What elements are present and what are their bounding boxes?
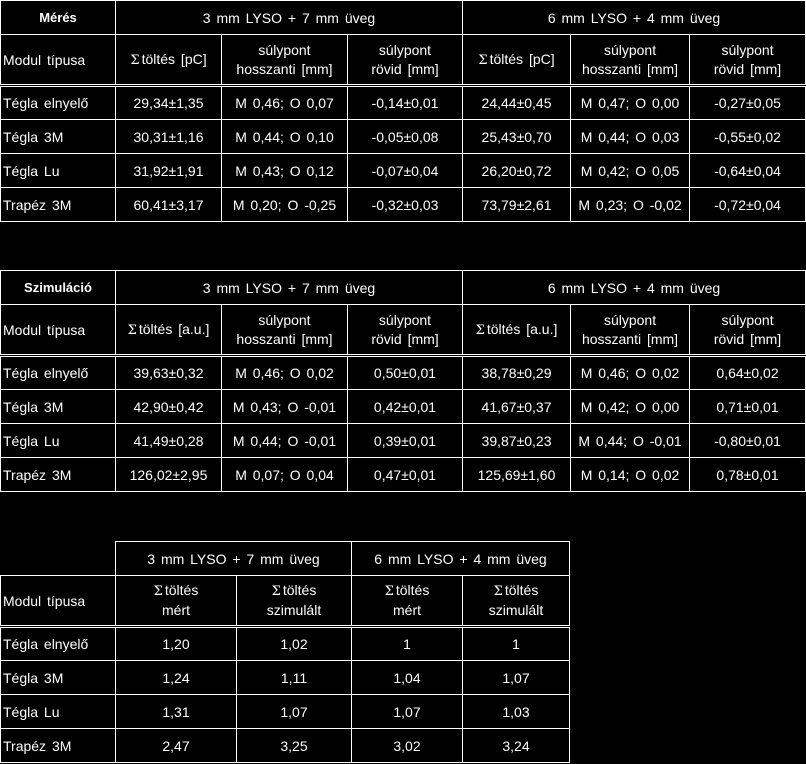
cell: -0,14±0,01 <box>348 86 463 120</box>
cell: 31,92±1,91 <box>116 154 222 188</box>
cell: 0,42±0,01 <box>348 390 463 424</box>
cell: 30,31±1,16 <box>116 120 222 154</box>
cell: 0,47±0,01 <box>348 458 463 492</box>
cell: 1,03 <box>463 695 570 729</box>
column-header-charge: Σ töltés [a.u.] <box>463 305 571 356</box>
column-header-short: súlypont rövid [mm] <box>690 305 806 356</box>
column-header-long: súlypont hosszanti [mm] <box>222 35 348 86</box>
cell: M 0,44; O -0,01 <box>222 424 348 458</box>
column-header-long: súlypont hosszanti [mm] <box>222 305 348 356</box>
cell: -0,07±0,04 <box>348 154 463 188</box>
cell: M 0,47; O 0,00 <box>571 86 690 120</box>
column-header-short: súlypont rövid [mm] <box>348 35 463 86</box>
row-label: Tégla Lu <box>1 154 116 188</box>
cell: 0,39±0,01 <box>348 424 463 458</box>
column-header-charge-simulated: Σ töltés szimulált <box>237 576 352 627</box>
sigma-symbol: Σ <box>271 584 281 599</box>
table-row <box>1 188 806 222</box>
row-label: Tégla 3M <box>1 120 116 154</box>
cell: 41,67±0,37 <box>463 390 571 424</box>
cell: 3,25 <box>237 729 352 763</box>
cell: M 0,14; O 0,02 <box>571 458 690 492</box>
group-header: 6 mm LYSO + 4 mm üveg <box>463 271 806 305</box>
column-header-charge: Σ töltés [pC] <box>116 35 222 86</box>
cell: M 0,20; O -0,25 <box>222 188 348 222</box>
cell: -0,64±0,04 <box>690 154 806 188</box>
sigma-symbol: Σ <box>478 52 488 68</box>
cell: 60,41±3,17 <box>116 188 222 222</box>
table-row <box>1 661 570 695</box>
table-title: Mérés <box>1 1 116 35</box>
cell: 38,78±0,29 <box>463 356 571 390</box>
column-header-charge: Σ töltés [pC] <box>463 35 571 86</box>
cell: M 0,43; O 0,12 <box>222 154 348 188</box>
measurement-table <box>0 0 806 222</box>
column-header-charge-measured: Σ töltés mért <box>116 576 237 627</box>
table-row <box>1 627 570 661</box>
cell: M 0,46; O 0,02 <box>222 356 348 390</box>
column-header-module: Modul típusa <box>1 576 116 627</box>
column-header-short: súlypont rövid [mm] <box>690 35 806 86</box>
table-row <box>1 458 806 492</box>
cell: 0,71±0,01 <box>690 390 806 424</box>
column-header-module: Modul típusa <box>1 35 116 86</box>
cell: 1,11 <box>237 661 352 695</box>
cell: M 0,43; O -0,01 <box>222 390 348 424</box>
cell: 1,24 <box>116 661 237 695</box>
row-label: Trapéz 3M <box>1 188 116 222</box>
cell: 26,20±0,72 <box>463 154 571 188</box>
cell: M 0,44; O 0,10 <box>222 120 348 154</box>
row-label: Tégla elnyelő <box>1 356 116 390</box>
cell: M 0,42; O 0,05 <box>571 154 690 188</box>
empty-corner-cell <box>1 542 116 576</box>
row-label: Tégla elnyelő <box>1 86 116 120</box>
sigma-symbol: Σ <box>475 322 485 338</box>
cell: 0,64±0,02 <box>690 356 806 390</box>
table-row <box>1 154 806 188</box>
cell: M 0,46; O 0,02 <box>571 356 690 390</box>
simulation-table <box>0 270 806 492</box>
cell: 0,50±0,01 <box>348 356 463 390</box>
cell: 0,78±0,01 <box>690 458 806 492</box>
cell: M 0,42; O 0,00 <box>571 390 690 424</box>
row-label: Trapéz 3M <box>1 729 116 763</box>
table-title: Szimuláció <box>1 271 116 305</box>
cell: 1 <box>463 627 570 661</box>
cell: -0,80±0,01 <box>690 424 806 458</box>
column-header-long: súlypont hosszanti [mm] <box>571 305 690 356</box>
cell: -0,55±0,02 <box>690 120 806 154</box>
table-row <box>1 120 806 154</box>
cell: 1,31 <box>116 695 237 729</box>
sigma-symbol: Σ <box>153 584 163 599</box>
row-label: Tégla 3M <box>1 390 116 424</box>
table-row <box>1 695 570 729</box>
cell: 1,04 <box>352 661 463 695</box>
cell: 3,24 <box>463 729 570 763</box>
cell: -0,05±0,08 <box>348 120 463 154</box>
table-row <box>1 729 570 763</box>
cell: 2,47 <box>116 729 237 763</box>
cell: 125,69±1,60 <box>463 458 571 492</box>
table-row <box>1 86 806 120</box>
column-header-charge-measured: Σ töltés mért <box>352 576 463 627</box>
row-label: Tégla Lu <box>1 424 116 458</box>
sigma-symbol: Σ <box>493 584 503 599</box>
cell: 1,07 <box>237 695 352 729</box>
group-header: 3 mm LYSO + 7 mm üveg <box>116 542 352 576</box>
column-header-charge-simulated: Σ töltés szimulált <box>463 576 570 627</box>
cell: 1,02 <box>237 627 352 661</box>
column-header-short: súlypont rövid [mm] <box>348 305 463 356</box>
cell: -0,72±0,04 <box>690 188 806 222</box>
cell: M 0,23; O -0,02 <box>571 188 690 222</box>
column-header-charge: Σ töltés [a.u.] <box>116 305 222 356</box>
cell: 39,87±0,23 <box>463 424 571 458</box>
cell: 1 <box>352 627 463 661</box>
row-label: Tégla elnyelő <box>1 627 116 661</box>
cell: 25,43±0,70 <box>463 120 571 154</box>
table-row <box>1 424 806 458</box>
cell: M 0,07; O 0,04 <box>222 458 348 492</box>
sigma-symbol: Σ <box>127 322 137 338</box>
table-row <box>1 390 806 424</box>
row-label: Trapéz 3M <box>1 458 116 492</box>
cell: 73,79±2,61 <box>463 188 571 222</box>
table-row <box>1 356 806 390</box>
cell: M 0,46; O 0,07 <box>222 86 348 120</box>
cell: 41,49±0,28 <box>116 424 222 458</box>
column-header-module: Modul típusa <box>1 305 116 356</box>
cell: M 0,44; O -0,01 <box>571 424 690 458</box>
sigma-symbol: Σ <box>384 584 394 599</box>
group-header: 3 mm LYSO + 7 mm üveg <box>116 1 463 35</box>
cell: 1,07 <box>463 661 570 695</box>
row-label: Tégla 3M <box>1 661 116 695</box>
group-header: 6 mm LYSO + 4 mm üveg <box>352 542 570 576</box>
cell: -0,32±0,03 <box>348 188 463 222</box>
cell: 1,20 <box>116 627 237 661</box>
cell: 126,02±2,95 <box>116 458 222 492</box>
row-label: Tégla Lu <box>1 695 116 729</box>
group-header: 6 mm LYSO + 4 mm üveg <box>463 1 806 35</box>
cell: M 0,44; O 0,03 <box>571 120 690 154</box>
cell: 42,90±0,42 <box>116 390 222 424</box>
cell: 1,07 <box>352 695 463 729</box>
cell: 24,44±0,45 <box>463 86 571 120</box>
ratio-table <box>0 541 570 763</box>
sigma-symbol: Σ <box>130 52 140 68</box>
cell: 29,34±1,35 <box>116 86 222 120</box>
cell: 3,02 <box>352 729 463 763</box>
column-header-long: súlypont hosszanti [mm] <box>571 35 690 86</box>
cell: -0,27±0,05 <box>690 86 806 120</box>
group-header: 3 mm LYSO + 7 mm üveg <box>116 271 463 305</box>
cell: 39,63±0,32 <box>116 356 222 390</box>
